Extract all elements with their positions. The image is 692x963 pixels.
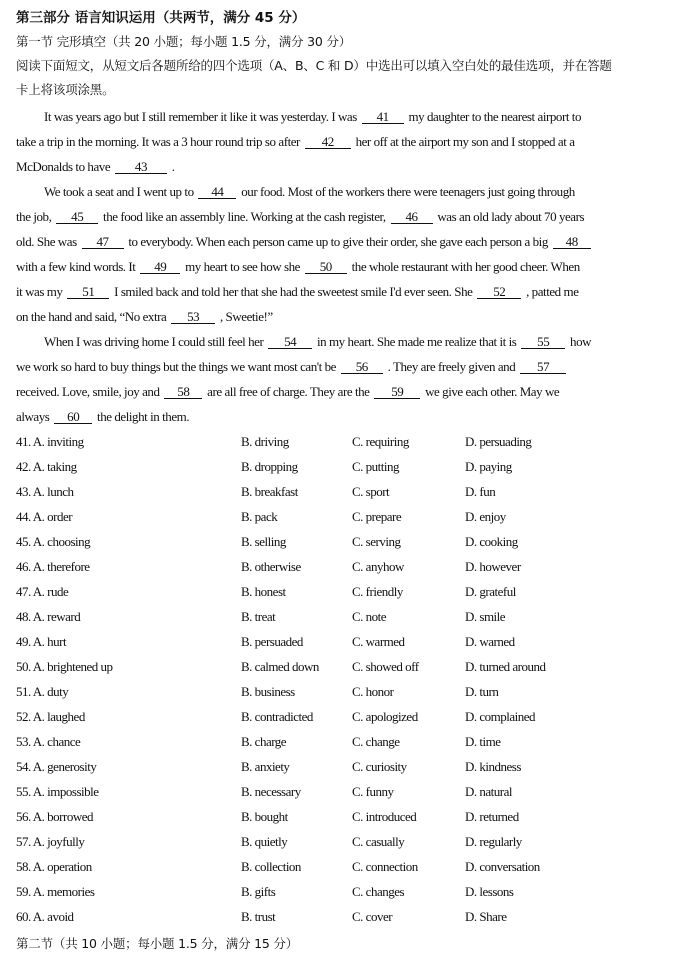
option-c: C. putting bbox=[352, 459, 400, 474]
blank-53: 53 bbox=[171, 310, 215, 324]
blank-59: 59 bbox=[374, 385, 420, 399]
section-two-title: 第二节（共 10 小题；每小题 1.5 分，满分 15 分） bbox=[16, 936, 299, 951]
option-a: 45. A. choosing bbox=[16, 534, 91, 549]
option-c: C. warmed bbox=[352, 634, 405, 649]
option-b: B. treat bbox=[241, 609, 276, 624]
option-a: 46. A. therefore bbox=[16, 559, 90, 574]
passage-line: old. She was 47 to everybody. When each person came up to give their order, she gave each person a big 48 bbox=[16, 234, 593, 250]
passage-line: with a few kind words. It 49 my heart to see how she 50 the whole restaurant with her good cheer. When bbox=[16, 259, 580, 274]
blank-41: 41 bbox=[362, 110, 404, 124]
option-row bbox=[16, 534, 686, 552]
option-row bbox=[16, 659, 686, 677]
blank-46: 46 bbox=[391, 210, 433, 224]
option-b: B. anxiety bbox=[241, 759, 290, 774]
option-a: 47. A. rude bbox=[16, 584, 69, 599]
option-row bbox=[16, 459, 686, 477]
option-c: C. change bbox=[352, 734, 400, 749]
passage-line: it was my 51 I smiled back and told her that she had the sweetest smile I'd ever seen. She 52 , patted me bbox=[16, 284, 579, 299]
option-b: B. driving bbox=[241, 434, 289, 449]
option-b: B. gifts bbox=[241, 884, 276, 899]
instruction-line-2: 卡上将该项涂黑。 bbox=[16, 82, 115, 97]
option-a: 41. A. inviting bbox=[16, 434, 84, 449]
option-d: D. kindness bbox=[465, 759, 521, 774]
option-row bbox=[16, 809, 686, 827]
option-c: C. curiosity bbox=[352, 759, 407, 774]
option-d: D. returned bbox=[465, 809, 519, 824]
option-row bbox=[16, 634, 686, 652]
option-row bbox=[16, 834, 686, 852]
option-b: B. trust bbox=[241, 909, 276, 924]
option-a: 57. A. joyfully bbox=[16, 834, 85, 849]
blank-43: 43 bbox=[115, 160, 167, 174]
option-b: B. bought bbox=[241, 809, 288, 824]
option-row bbox=[16, 509, 686, 527]
blank-56: 56 bbox=[341, 360, 383, 374]
option-a: 43. A. lunch bbox=[16, 484, 74, 499]
option-b: B. breakfast bbox=[241, 484, 298, 499]
option-a: 49. A. hurt bbox=[16, 634, 67, 649]
blank-60: 60 bbox=[54, 410, 92, 424]
option-b: B. persuaded bbox=[241, 634, 303, 649]
option-c: C. anyhow bbox=[352, 559, 404, 574]
passage-line: We took a seat and I went up to 44 our food. Most of the workers there were teenagers just going through bbox=[44, 184, 575, 199]
option-d: D. enjoy bbox=[465, 509, 506, 524]
passage-line: we work so hard to buy things but the things we want most can't be 56 . They are freely given and 57 bbox=[16, 359, 568, 375]
section-one-title: 第一节 完形填空（共 20 小题；每小题 1.5 分，满分 30 分） bbox=[16, 34, 352, 49]
option-a: 51. A. duty bbox=[16, 684, 69, 699]
blank-55: 55 bbox=[521, 335, 565, 349]
option-b: B. collection bbox=[241, 859, 301, 874]
blank-57: 57 bbox=[520, 360, 566, 374]
option-c: C. changes bbox=[352, 884, 405, 899]
option-row bbox=[16, 609, 686, 627]
option-a: 55. A. impossible bbox=[16, 784, 99, 799]
option-c: C. sport bbox=[352, 484, 390, 499]
option-b: B. pack bbox=[241, 509, 278, 524]
blank-50: 50 bbox=[305, 260, 347, 274]
passage-line: the job, 45 the food like an assembly line. Working at the cash register, 46 was an old lady about 70 years bbox=[16, 209, 585, 224]
option-d: D. natural bbox=[465, 784, 512, 799]
blank-54: 54 bbox=[268, 335, 312, 349]
blank-49: 49 bbox=[140, 260, 180, 274]
option-c: C. requiring bbox=[352, 434, 409, 449]
option-row bbox=[16, 909, 686, 927]
option-row bbox=[16, 484, 686, 502]
option-row bbox=[16, 859, 686, 877]
option-a: 58. A. operation bbox=[16, 859, 92, 874]
option-d: D. cooking bbox=[465, 534, 518, 549]
option-d: D. conversation bbox=[465, 859, 540, 874]
option-a: 60. A. avoid bbox=[16, 909, 74, 924]
option-d: D. turn bbox=[465, 684, 499, 699]
blank-58: 58 bbox=[164, 385, 202, 399]
option-b: B. necessary bbox=[241, 784, 301, 799]
option-row bbox=[16, 709, 686, 727]
option-a: 54. A. generosity bbox=[16, 759, 97, 774]
option-c: C. prepare bbox=[352, 509, 402, 524]
option-a: 59. A. memories bbox=[16, 884, 95, 899]
option-row bbox=[16, 759, 686, 777]
option-d: D. time bbox=[465, 734, 501, 749]
passage-line: received. Love, smile, joy and 58 are all free of charge. They are the 59 we give each other. May we bbox=[16, 384, 560, 399]
option-c: C. casually bbox=[352, 834, 405, 849]
passage-line: on the hand and said, “No extra 53 , Sweetie!” bbox=[16, 309, 273, 324]
option-c: C. note bbox=[352, 609, 387, 624]
option-a: 48. A. reward bbox=[16, 609, 81, 624]
option-b: B. charge bbox=[241, 734, 287, 749]
option-d: D. regularly bbox=[465, 834, 522, 849]
option-row bbox=[16, 584, 686, 602]
blank-51: 51 bbox=[67, 285, 109, 299]
option-b: B. calmed down bbox=[241, 659, 319, 674]
part-title: 第三部分 语言知识运用（共两节，满分 45 分） bbox=[16, 10, 306, 26]
option-c: C. introduced bbox=[352, 809, 417, 824]
option-a: 44. A. order bbox=[16, 509, 73, 524]
option-c: C. connection bbox=[352, 859, 418, 874]
option-d: D. Share bbox=[465, 909, 507, 924]
option-row bbox=[16, 734, 686, 752]
option-a: 50. A. brightened up bbox=[16, 659, 113, 674]
blank-52: 52 bbox=[477, 285, 521, 299]
option-a: 53. A. chance bbox=[16, 734, 81, 749]
passage-line: When I was driving home I could still feel her 54 in my heart. She made me realize that it is 55 how bbox=[44, 334, 592, 349]
passage-line: McDonalds to have 43 . bbox=[16, 159, 175, 174]
blank-47: 47 bbox=[82, 235, 124, 249]
option-row bbox=[16, 884, 686, 902]
blank-44: 44 bbox=[198, 185, 236, 199]
passage-line: It was years ago but I still remember it like it was yesterday. I was 41 my daughter to the nearest airport to bbox=[44, 109, 582, 124]
option-b: B. selling bbox=[241, 534, 286, 549]
option-d: D. paying bbox=[465, 459, 512, 474]
blank-42: 42 bbox=[305, 135, 351, 149]
option-b: B. contradicted bbox=[241, 709, 313, 724]
option-c: C. apologized bbox=[352, 709, 418, 724]
passage-line: take a trip in the morning. It was a 3 hour round trip so after 42 her off at the airport my son and I stopped at a bbox=[16, 134, 575, 149]
option-a: 56. A. borrowed bbox=[16, 809, 93, 824]
option-a: 52. A. laughed bbox=[16, 709, 85, 724]
option-d: D. complained bbox=[465, 709, 536, 724]
option-d: D. grateful bbox=[465, 584, 516, 599]
instruction-line-1: 阅读下面短文，从短文后各题所给的四个选项（A、B、C 和 D）中选出可以填入空白处的最佳选项，并在答题 bbox=[16, 58, 612, 73]
blank-48: 48 bbox=[553, 235, 591, 249]
option-d: D. lessons bbox=[465, 884, 514, 899]
option-b: B. honest bbox=[241, 584, 286, 599]
option-c: C. showed off bbox=[352, 659, 419, 674]
option-b: B. dropping bbox=[241, 459, 298, 474]
option-b: B. otherwise bbox=[241, 559, 301, 574]
option-c: C. cover bbox=[352, 909, 393, 924]
option-c: C. honor bbox=[352, 684, 394, 699]
option-a: 42. A. taking bbox=[16, 459, 77, 474]
option-c: C. serving bbox=[352, 534, 401, 549]
option-b: B. business bbox=[241, 684, 295, 699]
option-d: D. however bbox=[465, 559, 521, 574]
option-row bbox=[16, 434, 686, 452]
option-row bbox=[16, 559, 686, 577]
option-b: B. quietly bbox=[241, 834, 288, 849]
option-d: D. persuading bbox=[465, 434, 532, 449]
option-row bbox=[16, 684, 686, 702]
blank-45: 45 bbox=[56, 210, 98, 224]
option-c: C. friendly bbox=[352, 584, 403, 599]
option-d: D. fun bbox=[465, 484, 496, 499]
option-c: C. funny bbox=[352, 784, 394, 799]
option-d: D. turned around bbox=[465, 659, 546, 674]
option-d: D. warned bbox=[465, 634, 515, 649]
option-row bbox=[16, 784, 686, 802]
passage-line: always 60 the delight in them. bbox=[16, 409, 190, 424]
option-d: D. smile bbox=[465, 609, 506, 624]
